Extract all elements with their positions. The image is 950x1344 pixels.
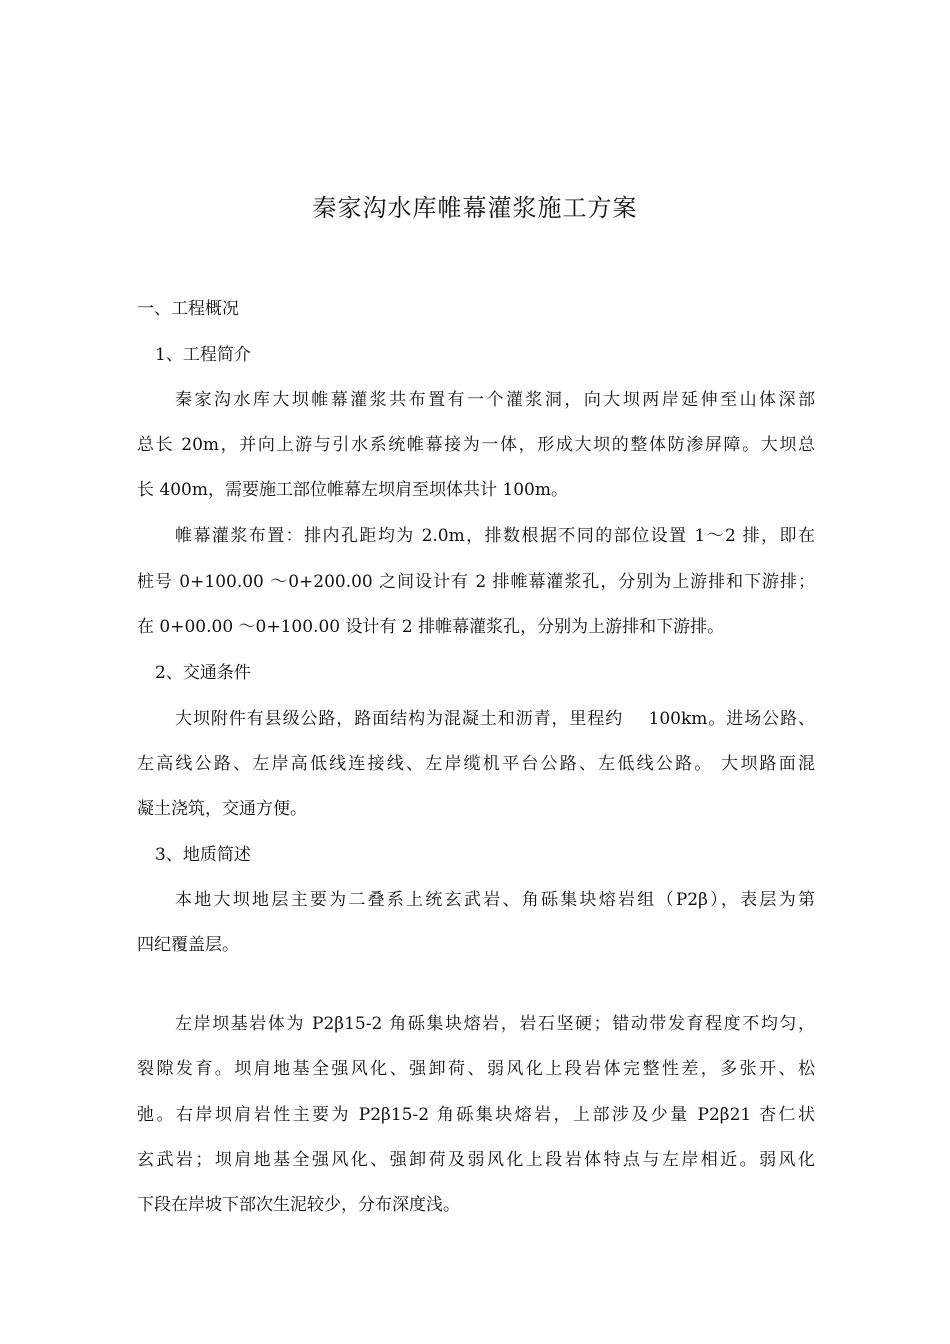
paragraph-line: 总长 20m，并向上游与引水系统帷幕接为一体，形成大坝的整体防渗屏障。大坝总 <box>137 435 815 455</box>
paragraph-line: 裂隙发育。坝肩地基全强风化、强卸荷、弱风化上段岩体完整性差，多张开、松 <box>137 1059 815 1079</box>
paragraph-line: 四纪覆盖层。 <box>137 935 239 955</box>
paragraph-line: 左岸坝基岩体为 P2β15-2 角砾集块熔岩，岩石坚硬；错动带发育程度不均匀， <box>175 1014 815 1034</box>
paragraph-line: 长 400m，需要施工部位帷幕左坝肩至坝体共计 100m。 <box>137 480 568 500</box>
section-heading-overview: 一、工程概况 <box>137 299 239 319</box>
paragraph-line: 玄武岩；坝肩地基全强风化、强卸荷及弱风化上段岩体特点与左岸相近。弱风化 <box>137 1150 815 1170</box>
paragraph-line: 下段在岸坡下部次生泥较少，分布深度浅。 <box>137 1195 460 1215</box>
document-title: 秦家沟水库帷幕灌浆施工方案 <box>312 194 638 222</box>
subsection-heading-intro: 1、工程简介 <box>155 345 251 365</box>
paragraph-line: 凝土浇筑，交通方便。 <box>137 799 307 819</box>
paragraph-line: 左高线公路、左岸高低线连接线、左岸缆机平台公路、左低线公路。 大坝路面混 <box>137 754 815 774</box>
paragraph-line: 桩号 0+100.00 ～0+200.00 之间设计有 2 排帷幕灌浆孔，分别为上游排和下游排； <box>137 572 815 592</box>
paragraph-line: 秦家沟水库大坝帷幕灌浆共布置有一个灌浆洞，向大坝两岸延伸至山体深部 <box>175 390 815 410</box>
paragraph-line: 弛。右岸坝肩岩性主要为 P2β15-2 角砾集块熔岩，上部涉及少量 P2β21 杏仁状 <box>137 1105 815 1125</box>
paragraph-line: 在 0+00.00 ～0+100.00 设计有 2 排帷幕灌浆孔，分别为上游排和下游排。 <box>137 617 725 637</box>
paragraph-line: 大坝附件有县级公路，路面结构为混凝土和沥青，里程约 100km。进场公路、 <box>175 709 815 729</box>
paragraph-line: 帷幕灌浆布置：排内孔距均为 2.0m，排数根据不同的部位设置 1～2 排，即在 <box>175 526 815 546</box>
subsection-heading-geology: 3、地质简述 <box>155 845 251 865</box>
subsection-heading-traffic: 2、交通条件 <box>155 663 251 683</box>
paragraph-line: 本地大坝地层主要为二叠系上统玄武岩、角砾集块熔岩组（P2β），表层为第 <box>175 890 815 910</box>
